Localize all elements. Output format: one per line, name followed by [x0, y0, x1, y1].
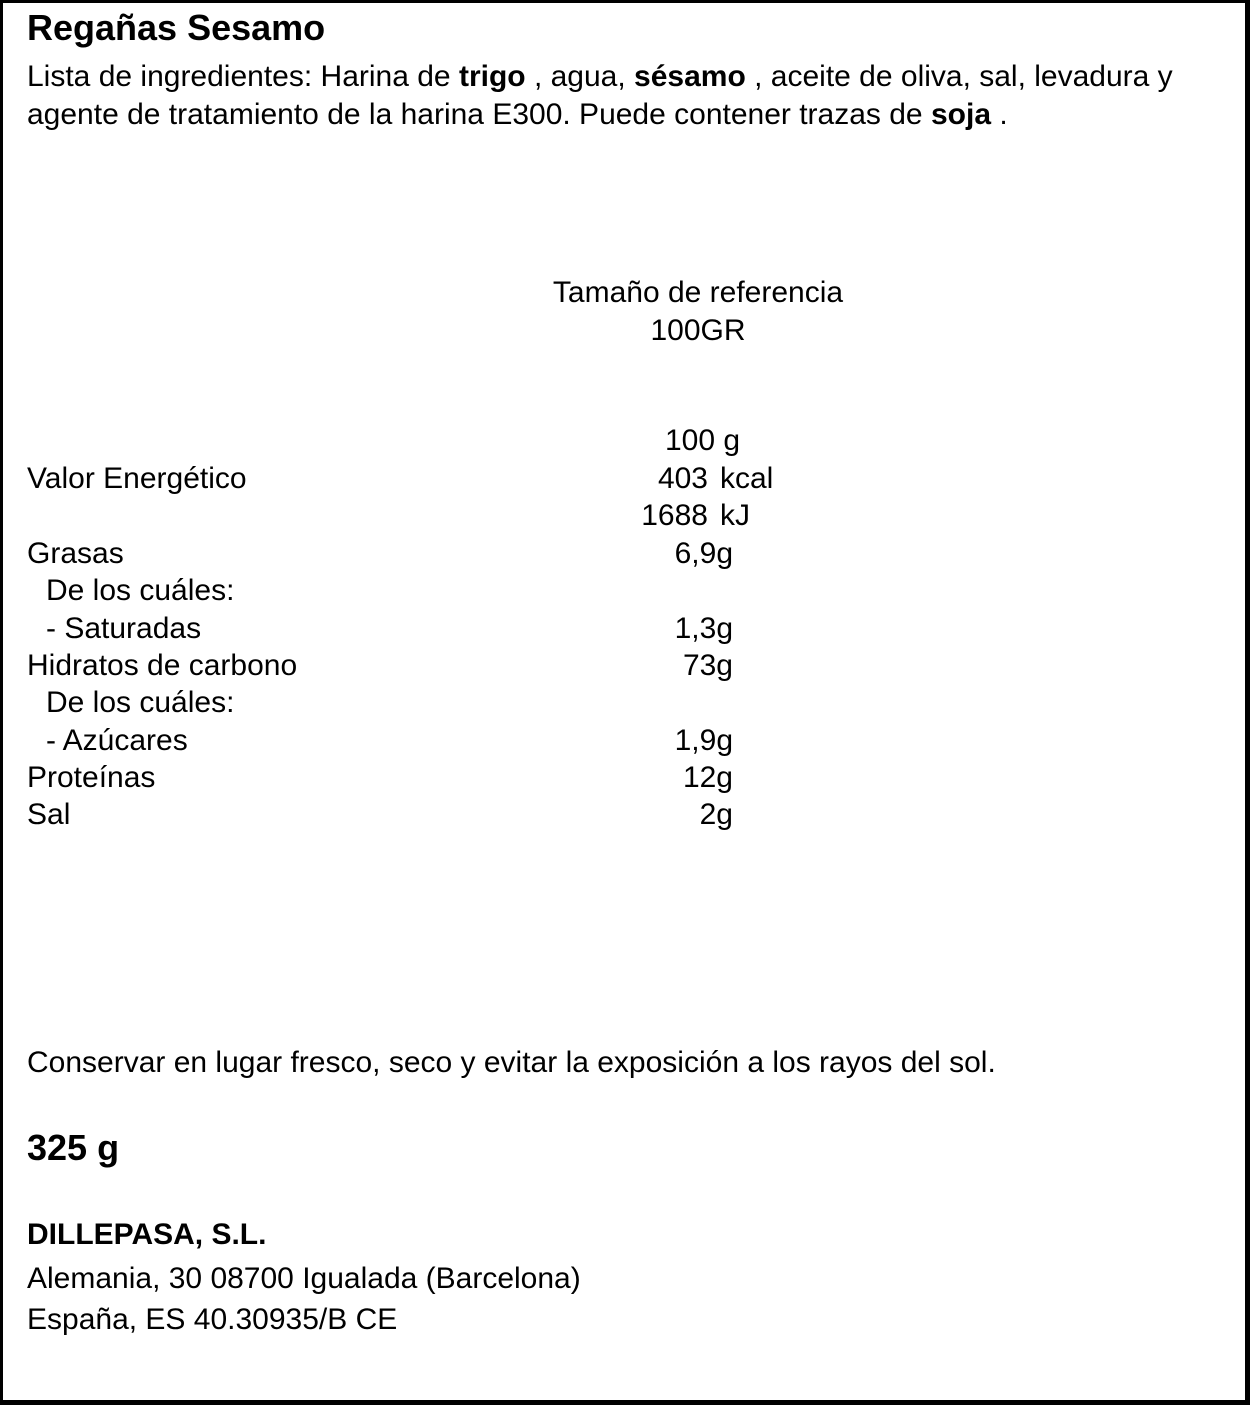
ingredients-suffix: . — [991, 98, 1008, 131]
nutrient-label-carbohydrates: Hidratos de carbono — [27, 649, 298, 682]
nutrient-label-fat-subheading: De los cuáles: — [46, 574, 235, 607]
nutrient-label-fat: Grasas — [27, 537, 124, 570]
ingredients-list — [27, 58, 1207, 134]
energy-kj-value: 1688 — [641, 499, 708, 532]
energy-kcal-value: 403 — [657, 462, 708, 495]
allergen-sesame: sésamo — [634, 60, 746, 93]
nutrient-value-salt: 2g — [699, 798, 733, 831]
nutrient-label-salt: Sal — [27, 798, 71, 831]
ingredients-middle-1: , agua, — [525, 60, 635, 93]
nutrient-value-carbohydrates: 73g — [682, 649, 733, 682]
nutrient-label-saturated: - Saturadas — [46, 612, 202, 645]
company-address-line2: España, ES 40.30935/B CE — [27, 1303, 398, 1336]
storage-instructions: Conservar en lugar fresco, seco y evitar la exposición a los rayos del sol. — [27, 1046, 996, 1079]
nutrient-label-sugars: - Azúcares — [46, 724, 188, 757]
allergen-soy: soja — [930, 98, 991, 131]
nutrient-value-sugars: 1,9g — [674, 724, 733, 757]
nutrient-label-protein: Proteínas — [27, 761, 156, 794]
nutrient-value-protein: 12g — [682, 761, 733, 794]
nutrition-column-header: 100 g — [665, 424, 741, 457]
allergen-wheat: trigo — [458, 60, 526, 93]
company-address-line1: Alemania, 30 08700 Igualada (Barcelona) — [27, 1262, 581, 1295]
company-name: DILLEPASA, S.L. — [27, 1218, 267, 1251]
energy-kj-unit: kJ — [720, 499, 750, 532]
reference-size-value: 100GR — [650, 314, 746, 347]
product-title: Regañas Sesamo — [27, 7, 326, 48]
energy-kcal-unit: kcal — [720, 462, 774, 495]
ingredients-prefix: Lista de ingredientes: Harina de — [27, 60, 459, 93]
reference-size-label: Tamaño de referencia — [552, 276, 844, 309]
ingredients-middle-2: , aceite de oliva, sal, levadura y agente de tratamiento de la harina E300. Puede contener trazas de — [27, 60, 1173, 131]
nutrient-value-saturated: 1,3g — [674, 612, 733, 645]
net-weight: 325 g — [27, 1127, 120, 1168]
nutrient-label-carbs-subheading: De los cuáles: — [46, 686, 235, 719]
nutrient-value-fat: 6,9g — [674, 537, 733, 570]
energy-label: Valor Energético — [27, 462, 247, 495]
